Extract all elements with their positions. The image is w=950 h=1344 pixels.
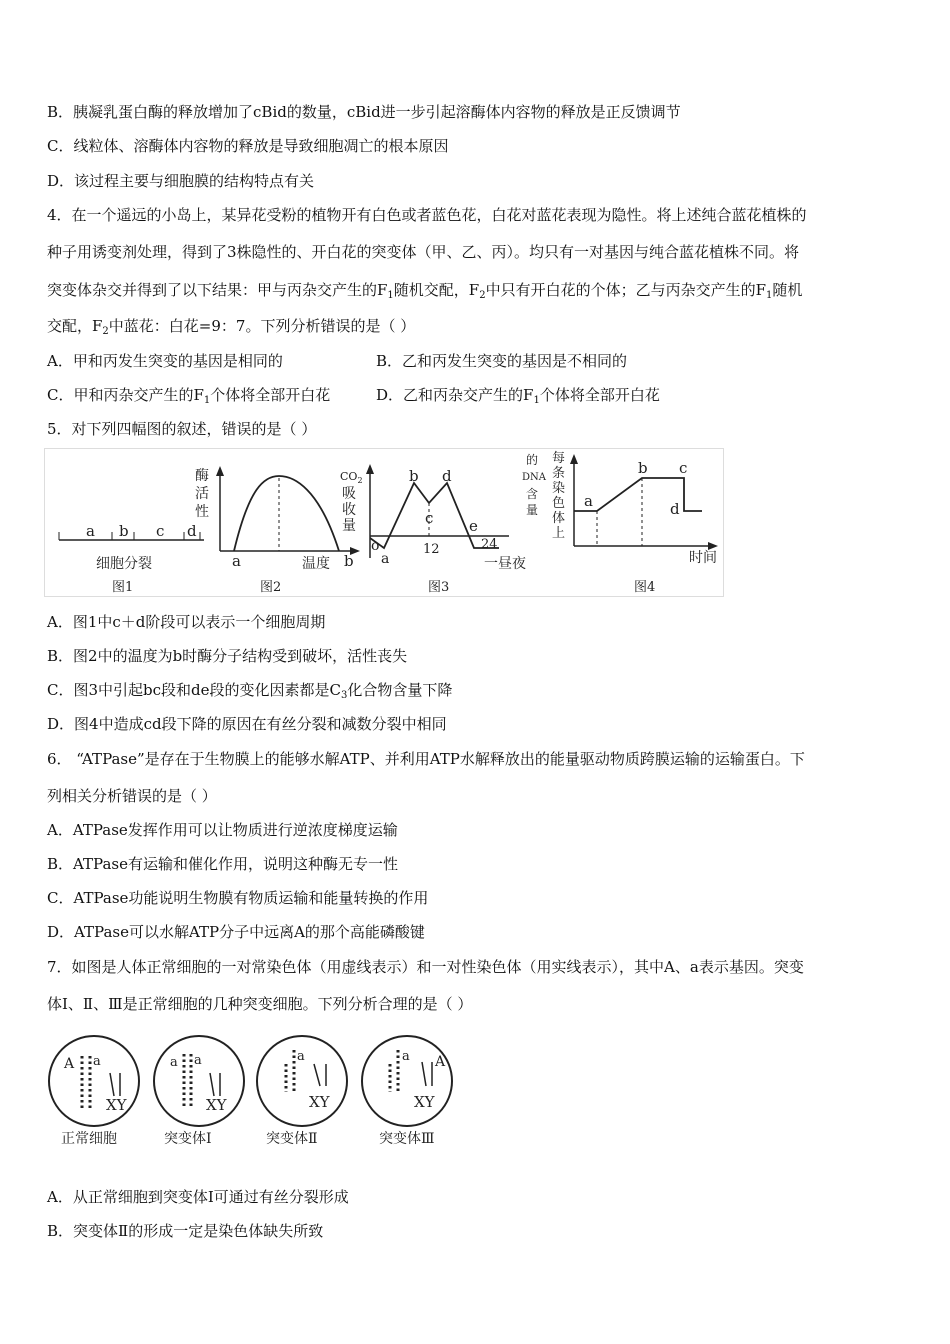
q4-stem-line2: 种子用诱变剂处理，得到了3株隐性的、开白花的突变体（甲、乙、丙）。均只有一对基因与纯合蓝花植株不同。将 — [47, 243, 800, 261]
q7-option-a: A．从正常细胞到突变体Ⅰ可通过有丝分裂形成 — [47, 1188, 349, 1206]
fig1-caption: 图1 — [112, 580, 134, 595]
q4-option-a: A．甲和丙发生突变的基因是相同的 — [47, 352, 283, 370]
fig1-label-c: c — [156, 522, 165, 540]
cell-normal-gene-A: A — [64, 1056, 75, 1072]
fig2-ylabel-1: 酶 — [195, 468, 209, 484]
fig3-label-d: d — [442, 467, 452, 485]
cell-mutant-3-gene-a: a — [402, 1049, 410, 1064]
fig3-caption: 图3 — [428, 580, 450, 595]
figure-border — [45, 449, 724, 597]
fig3-co2-uptake — [340, 464, 526, 595]
fig4-ylabel-right-2: 条 — [552, 466, 566, 481]
q4-stem-line1: 4．在一个遥远的小岛上，某异花受粉的植物开有白色或者蓝色花，白花对蓝花表现为隐性。将上述纯合蓝花植株的 — [47, 206, 807, 224]
fig4-ylabel-right-1: 每 — [552, 451, 566, 466]
cell-mutant-3-xy: XY — [414, 1093, 435, 1111]
fig3-label-a: a — [381, 551, 390, 567]
fig4-caption: 图4 — [634, 580, 656, 595]
fig2-ylabel-2: 活 — [195, 486, 209, 502]
q3-option-d: D．该过程主要与细胞膜的结构特点有关 — [47, 172, 315, 190]
fig1-label-b: b — [119, 522, 129, 540]
q5-option-a: A．图1中c＋d阶段可以表示一个细胞周期 — [47, 613, 326, 631]
q6-option-a: A．ATPase发挥作用可以让物质进行逆浓度梯度运输 — [47, 821, 398, 839]
cell-mutant-1 — [154, 1036, 244, 1147]
q7-option-b: B．突变体Ⅱ的形成一定是染色体缺失所致 — [47, 1222, 324, 1240]
q3-option-b: B．胰凝乳蛋白酶的释放增加了cBid的数量，cBid进一步引起溶酶体内容物的释放是正反馈调节 — [47, 103, 681, 121]
q5-option-c: C．图3中引起bc段和de段的变化因素都是$C_3$化合物含量下降 — [47, 681, 453, 701]
q5-figure-panel — [44, 448, 724, 598]
cell-mutant-2-gene: a — [297, 1049, 305, 1064]
q6-option-b: B．ATPase有运输和催化作用，说明这种酶无专一性 — [47, 855, 398, 873]
fig4-ylabel-right-3: 染 — [552, 481, 566, 496]
fig3-ylabel-3: 量 — [342, 518, 356, 534]
fig3-label-b: b — [409, 467, 419, 485]
fig2-label-b: b — [344, 552, 354, 570]
q4-stem-line3: 突变体杂交并得到了以下结果：甲与丙杂交产生的$F_1$随机交配，$F_2$中只有开白花的个体；乙与丙杂交产生的$F_1$随机 — [47, 281, 803, 301]
fig3-label-c: c — [425, 509, 434, 527]
cell-mutant-2 — [257, 1036, 347, 1147]
q5-stem: 5．对下列四幅图的叙述，错误的是（ ） — [47, 420, 317, 438]
fig3-xlabel: 一昼夜 — [484, 556, 526, 572]
fig4-ylabel-right-6: 上 — [552, 526, 566, 541]
fig3-tick-12: 12 — [423, 542, 440, 557]
fig3-label-e: e — [469, 517, 478, 535]
cell-normal-caption: 正常细胞 — [61, 1131, 117, 1147]
q3-option-c: C．线粒体、溶酶体内容物的释放是导致细胞凋亡的根本原因 — [47, 137, 449, 155]
fig2-xlabel: 温度 — [302, 556, 330, 572]
fig4-ylabel-left-1: 的 — [526, 453, 539, 467]
cell-mutant-3-caption: 突变体Ⅲ — [379, 1131, 435, 1147]
cell-mutant-2-caption: 突变体Ⅱ — [266, 1131, 318, 1147]
q6-option-d: D．ATPase可以水解ATP分子中远离A的那个高能磷酸键 — [47, 923, 425, 941]
fig4-dna-per-chromosome — [522, 451, 718, 595]
cell-normal — [49, 1036, 139, 1147]
q4-option-c: C．甲和丙杂交产生的$F_1$个体将全部开白花 — [47, 386, 331, 406]
fig4-label-b: b — [638, 459, 648, 477]
fig4-xlabel: 时间 — [689, 550, 717, 566]
cell-normal-xy: XY — [106, 1096, 127, 1114]
fig1-cell-cycle — [59, 522, 204, 595]
q6-stem-line2: 列相关分析错误的是（ ） — [47, 787, 217, 805]
fig4-ylabel-left-4: 量 — [526, 503, 539, 517]
fig2-caption: 图2 — [260, 580, 282, 595]
fig2-enzyme-temp — [195, 466, 360, 595]
q4-stem-line4: 交配，$F_2$中蓝花：白花=9：7。下列分析错误的是（ ） — [47, 317, 416, 337]
q7-stem-line2: 体Ⅰ、Ⅱ、Ⅲ是正常细胞的几种突变细胞。下列分析合理的是（ ） — [47, 995, 473, 1013]
fig4-ylabel-left-3: 含 — [526, 487, 539, 501]
cell-normal-gene-a: a — [93, 1054, 101, 1069]
fig1-xlabel: 细胞分裂 — [96, 556, 152, 572]
cell-mutant-3-gene-A: A — [435, 1054, 446, 1070]
fig4-ylabel-left-2: DNA — [522, 472, 546, 483]
fig3-ylabel-2: 收 — [342, 502, 356, 518]
fig1-label-a: a — [86, 522, 95, 540]
fig3-ylabel-1: 吸 — [342, 486, 356, 502]
fig4-ylabel-right-5: 体 — [552, 511, 566, 526]
q4-option-b: B．乙和丙发生突变的基因是不相同的 — [376, 352, 628, 370]
q6-option-c: C．ATPase功能说明生物膜有物质运输和能量转换的作用 — [47, 889, 429, 907]
q6-stem-line1: 6． “ATPase”是存在于生物膜上的能够水解ATP、并利用ATP水解释放出的能量驱动物质跨膜运输的运输蛋白。下 — [47, 750, 805, 768]
cell-mutant-1-xy: XY — [206, 1096, 227, 1114]
q5-option-b: B．图2中的温度为b时酶分子结构受到破坏，活性丧失 — [47, 647, 408, 665]
q5-option-d: D．图4中造成cd段下降的原因在有丝分裂和减数分裂中相同 — [47, 715, 447, 733]
cell-mutant-3 — [362, 1036, 452, 1147]
fig4-label-c: c — [679, 459, 688, 477]
fig2-ylabel-3: 性 — [195, 504, 209, 520]
cell-mutant-1-caption: 突变体Ⅰ — [164, 1131, 212, 1147]
q7-cells-figure — [44, 1028, 464, 1156]
fig4-ylabel-right-4: 色 — [552, 496, 566, 511]
fig2-label-a: a — [232, 552, 241, 570]
fig3-tick-24: 24 — [481, 537, 498, 552]
fig4-label-d: d — [670, 500, 680, 518]
fig1-label-d: d — [187, 522, 197, 540]
cell-mutant-1-gene-1: a — [170, 1055, 178, 1070]
cell-mutant-2-xy: XY — [309, 1093, 330, 1111]
q7-stem-line1: 7．如图是人体正常细胞的一对常染色体（用虚线表示）和一对性染色体（用实线表示），其中A、a表示基因。突变 — [47, 958, 804, 976]
fig3-label-o: o — [371, 538, 380, 554]
q4-option-d: D．乙和丙杂交产生的$F_1$个体将全部开白花 — [376, 386, 660, 406]
cell-mutant-1-gene-2: a — [194, 1053, 202, 1068]
fig4-label-a: a — [584, 492, 593, 510]
fig3-ylabel-co2: $CO_2$ — [340, 470, 363, 485]
